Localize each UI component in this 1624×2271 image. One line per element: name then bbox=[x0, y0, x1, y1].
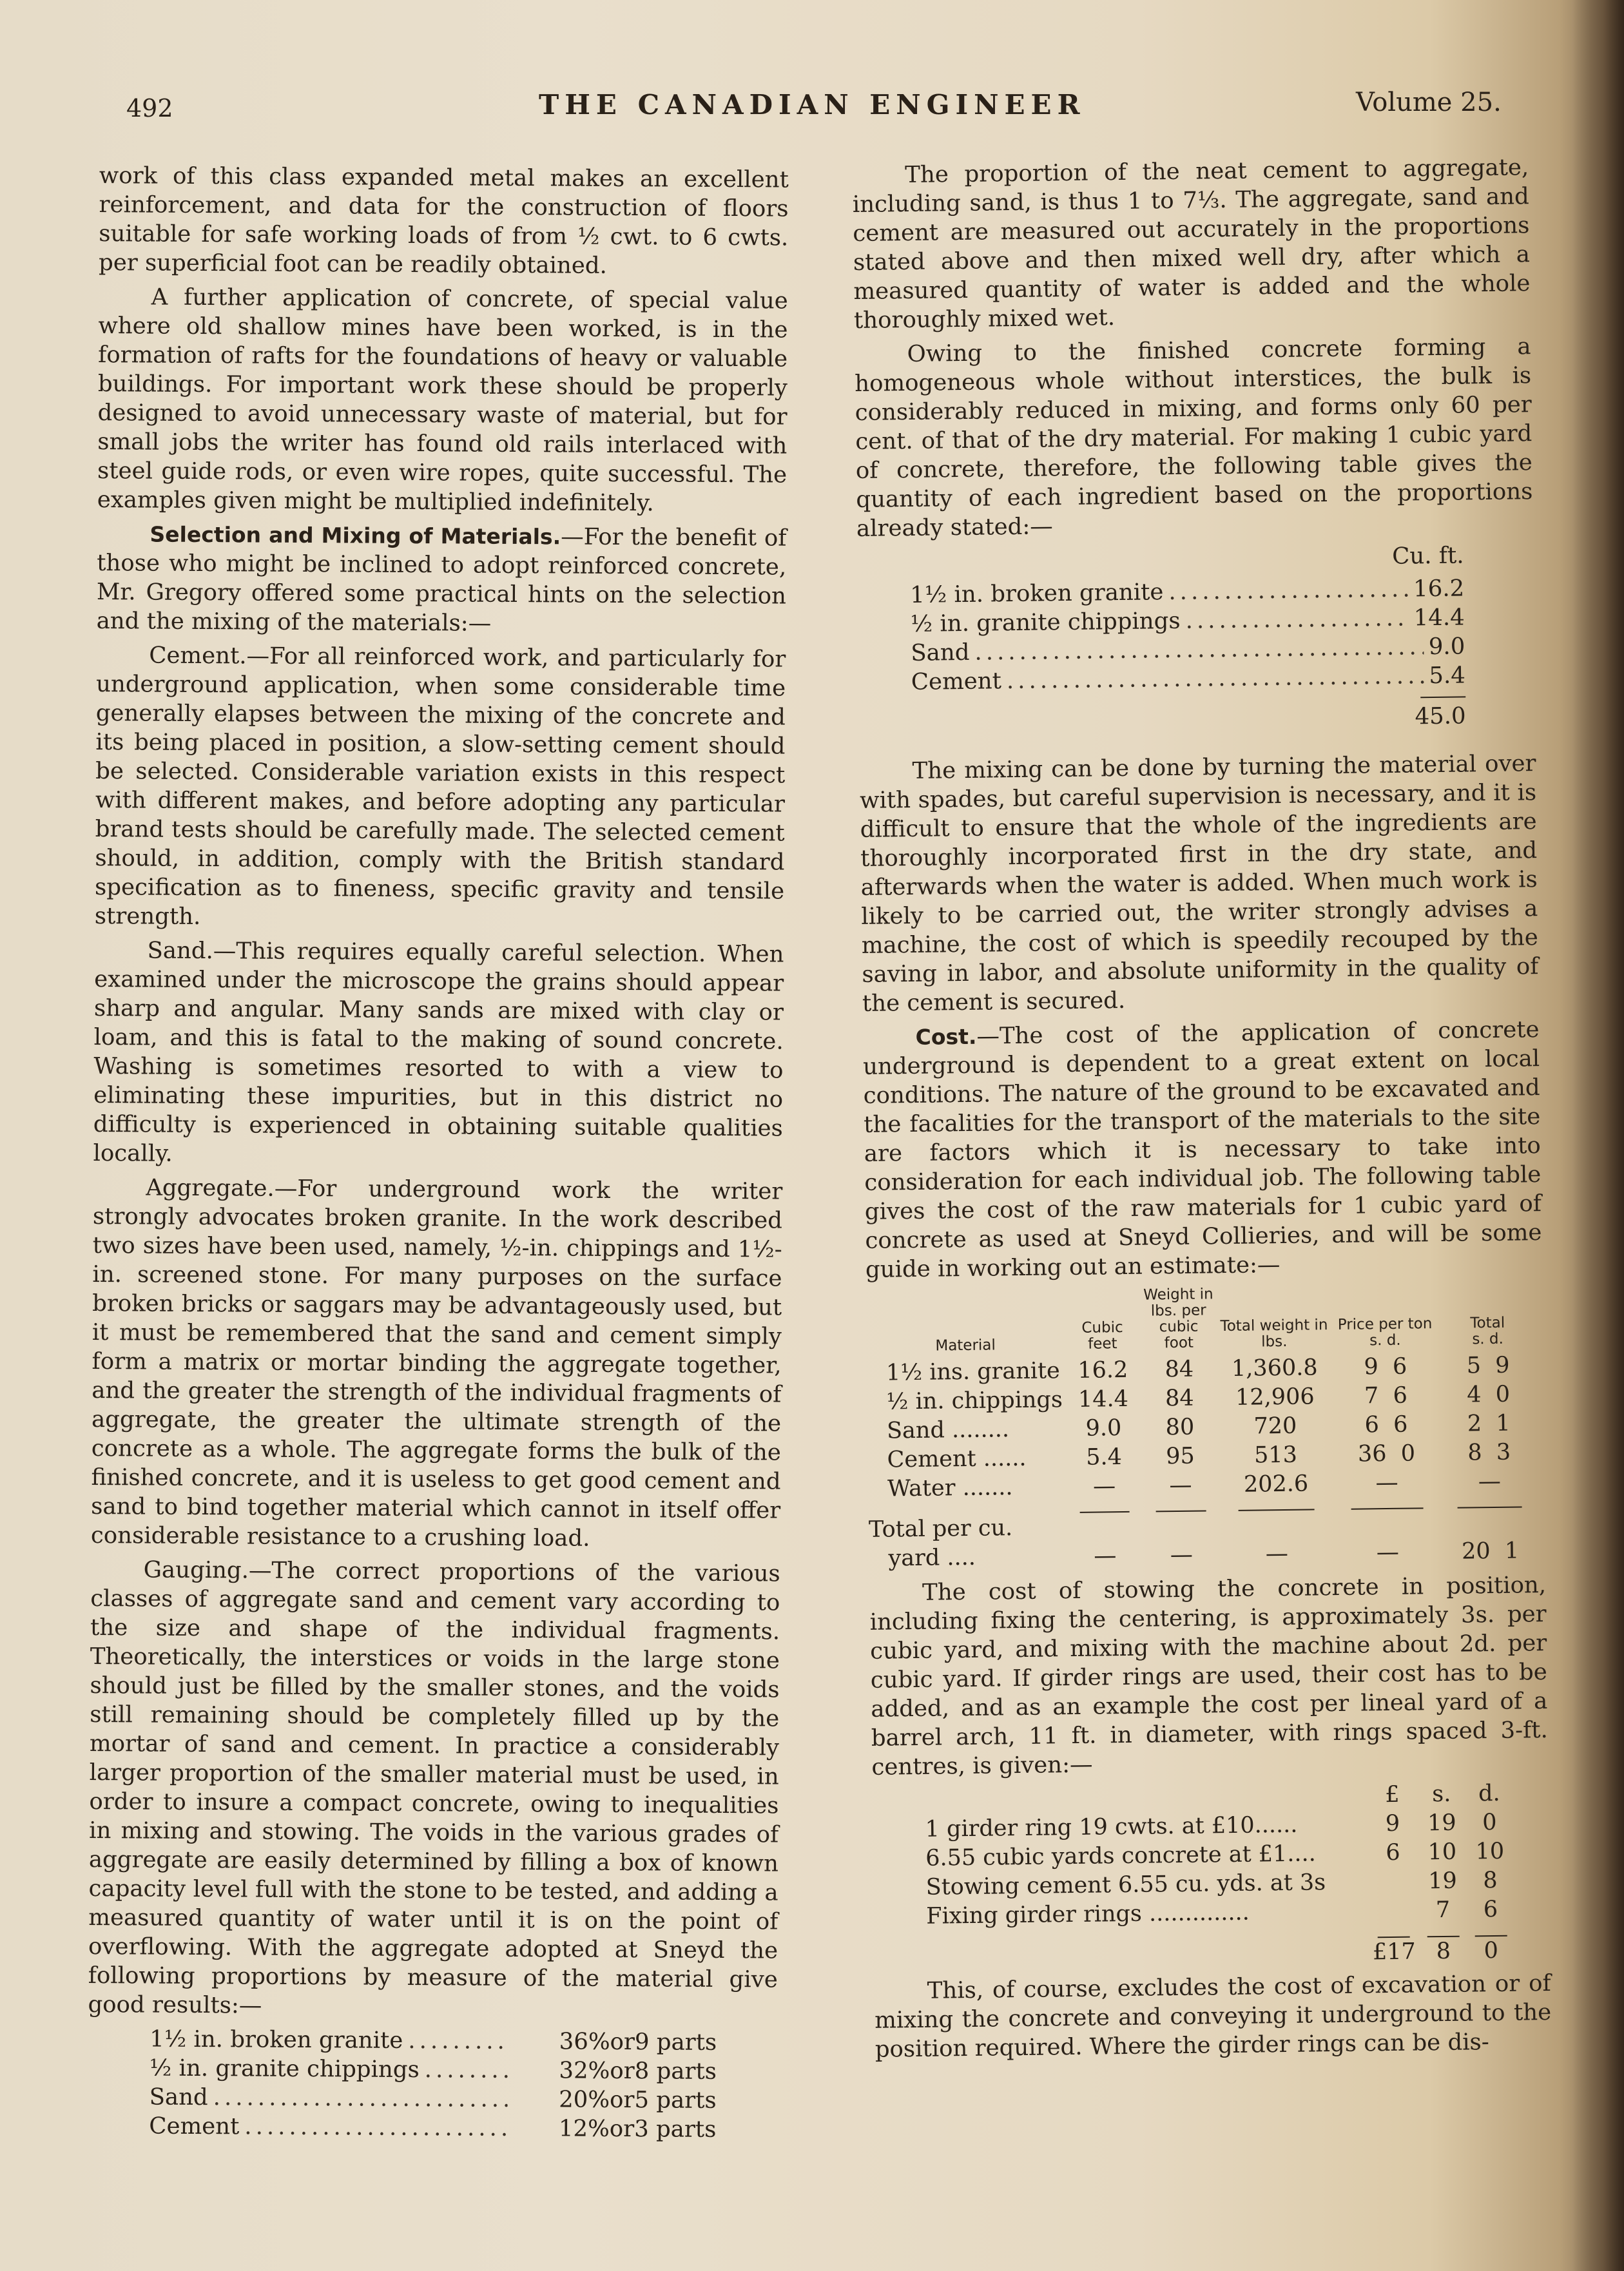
cell-cubic: 5.4 bbox=[1085, 1444, 1123, 1471]
item-label: ½ in. granite chippings bbox=[149, 2054, 420, 2083]
section-paragraph bbox=[97, 519, 787, 640]
cell-total bbox=[1440, 1380, 1538, 1410]
total-weight: — bbox=[1170, 1541, 1194, 1569]
cell-total-weight: 513 bbox=[1253, 1442, 1298, 1469]
total-shillings: 4 bbox=[1467, 1382, 1482, 1408]
price-pence: 6 bbox=[1393, 1411, 1408, 1438]
shillings-header: s. bbox=[1432, 1781, 1451, 1808]
list-item bbox=[911, 661, 1465, 697]
cell-total bbox=[1440, 1467, 1538, 1497]
header-text: Price per ton bbox=[1337, 1315, 1433, 1333]
total-cubic: — bbox=[1094, 1543, 1117, 1569]
item-value: 5.4 bbox=[1429, 662, 1466, 690]
arch-item: Fixing girder rings .............. bbox=[926, 1899, 1250, 1929]
arch-pence: 0 bbox=[1482, 1809, 1497, 1836]
cell-weight: 80 bbox=[1165, 1414, 1195, 1441]
cell-material: ½ in. chippings bbox=[886, 1387, 1063, 1415]
total-pence: 3 bbox=[1496, 1439, 1511, 1465]
item-label: Cement bbox=[911, 668, 1002, 695]
total-shillings: 5 bbox=[1466, 1353, 1482, 1379]
cell-total-weight: 720 bbox=[1253, 1413, 1297, 1440]
total-shillings: 8 bbox=[1467, 1440, 1482, 1466]
item-or: or bbox=[609, 2086, 635, 2114]
paragraph: work of this class expanded metal makes an excellent reinforcement, and data for the construction of floors suitable for safe working loads of from ½ cwt. to 6 cwts. per superficial foot can be readily obtained. bbox=[98, 162, 789, 279]
header-subunits: s. d. bbox=[1369, 1331, 1401, 1349]
section-text: —For the benefit of those who might be inclined to adopt reinforced concrete, Mr. Gregory offered some practical hints on the selection and the mixing of the materials:— bbox=[96, 523, 787, 637]
quantity-unit-label: Cu. ft. bbox=[1392, 542, 1464, 570]
cell-price bbox=[1331, 1352, 1439, 1382]
arch-shillings: 7 bbox=[1435, 1897, 1451, 1924]
mix-proportions-list bbox=[149, 2025, 717, 2144]
item-value: 16.2 bbox=[1413, 575, 1465, 603]
list-item bbox=[150, 2054, 717, 2086]
cell-price bbox=[1332, 1410, 1440, 1440]
price-pence: 0 bbox=[1400, 1440, 1416, 1467]
header-subunits: s. d. bbox=[1472, 1330, 1504, 1348]
cell-cubic: 9.0 bbox=[1085, 1415, 1122, 1442]
price-shillings: — bbox=[1375, 1469, 1398, 1496]
paragraph: The proportion of the neat cement to aggregate, including sand, is thus 1 to 7⅓. The aggregate, sand and cement are measured out accurately in the proportions stated above and then mixed well dry, after which a measured quantity of water is added and the whole thoroughly mixed wet. bbox=[852, 154, 1531, 334]
cell-total-weight: 202.6 bbox=[1243, 1471, 1309, 1498]
item-or: or bbox=[609, 2115, 635, 2143]
price-shillings: 6 bbox=[1364, 1412, 1380, 1438]
paragraph: Cement.—For all reinforced work, and particularly for underground application, when some considerable time generally elapses between the mixing of the concrete and its being placed in position, a slow-setting cement should be selected. Considerable variation exists in this respect with different makes, and before adopting any particular brand tests should be carefully made. The selected cement should, in addition, comply with the British standard specification as to fineness, specific gravity and tensile strength. bbox=[94, 642, 786, 930]
header-text: Total bbox=[1470, 1314, 1505, 1332]
cell-price bbox=[1332, 1381, 1440, 1411]
item-value: 9.0 bbox=[1428, 633, 1465, 661]
item-parts: 9 parts bbox=[634, 2029, 717, 2056]
item-or: or bbox=[610, 2057, 635, 2085]
total-shillings: 2 bbox=[1467, 1411, 1482, 1437]
section-text: —The cost of the application of concrete underground is dependent to a great extent on local conditions. The nature of the ground to be excavated and the facalities for the transport of the materials to the site are factors which it is necessary to take into consideration for each individual job. The following table gives the cost of the raw materials for 1 cubic yard of concrete as used at Sneyd Collieries, and will be some guide in working out an estimate:— bbox=[862, 1016, 1542, 1283]
list-item bbox=[149, 2112, 716, 2144]
item-parts: 8 parts bbox=[634, 2058, 717, 2085]
cell-material: Sand ........ bbox=[886, 1416, 1010, 1444]
arch-shillings: 19 bbox=[1427, 1810, 1456, 1837]
cell-total bbox=[1440, 1438, 1538, 1468]
arch-item: 1 girder ring 19 cwts. at £10...... bbox=[925, 1812, 1298, 1842]
cell-weight: — bbox=[1169, 1472, 1192, 1499]
column-header bbox=[1331, 1284, 1439, 1353]
arch-pounds: 6 bbox=[1386, 1839, 1400, 1866]
arch-total-pounds: £17 bbox=[1372, 1938, 1416, 1966]
paragraph: The mixing can be done by turning the material over with spades, but careful supervision is necessary, and it is difficult to ensure that the whole of the ingredients are thoroughly incorporated first in the dry state, and afterwards when the water is added. When much work is likely to be carried out, the writer strongly advises a machine, the cost of which is speedily recouped by the saving in labor, and absolute uniformity in the quality of the cement is secured. bbox=[859, 750, 1539, 1017]
arch-pounds: 9 bbox=[1385, 1810, 1400, 1837]
arch-pence: 8 bbox=[1483, 1867, 1498, 1894]
cell-material: Cement ...... bbox=[887, 1445, 1027, 1473]
arch-shillings: 19 bbox=[1427, 1868, 1457, 1895]
price-shillings: 36 bbox=[1357, 1441, 1387, 1467]
item-parts: 3 parts bbox=[634, 2116, 717, 2143]
section-heading: Cost. bbox=[915, 1023, 977, 1050]
paragraph: A further application of concrete, of special value where old shallow mines have been worked, is in the formation of rafts for the foundations of heavy or valuable buildings. For important work these should be properly designed to avoid unnecessary waste of material, but for small jobs the writer has found old rails interlaced with steel guide rods, or even wire ropes, quite successful. The examples given might be multiplied indefinitely. bbox=[97, 284, 788, 517]
cell-total bbox=[1440, 1409, 1538, 1439]
arch-shillings: 10 bbox=[1427, 1839, 1457, 1866]
quantity-list bbox=[910, 574, 1465, 696]
column-header: Total weight in lbs. bbox=[1220, 1317, 1328, 1351]
item-percent: 32% bbox=[559, 2057, 610, 2084]
price-shillings: 7 bbox=[1364, 1383, 1379, 1409]
paragraph: This, of course, excludes the cost of excavation or of mixing the concrete and conveying it underground to the position required. Where the girder rings can be dis- bbox=[875, 1969, 1552, 2063]
cell-price bbox=[1333, 1468, 1440, 1498]
total-label: yard .... bbox=[888, 1544, 976, 1572]
total-label: Total per cu. bbox=[868, 1515, 1013, 1543]
pounds-header: £ bbox=[1385, 1781, 1400, 1808]
total-shillings: — bbox=[1478, 1468, 1502, 1495]
cell-cubic: 16.2 bbox=[1078, 1357, 1128, 1384]
price-shillings: 9 bbox=[1364, 1354, 1378, 1380]
arch-total-pence: 0 bbox=[1484, 1937, 1499, 1964]
item-value: 14.4 bbox=[1413, 604, 1465, 632]
item-percent: 36% bbox=[559, 2028, 610, 2055]
cell-weight: 95 bbox=[1165, 1443, 1195, 1470]
cell-total-weight: 1,360.8 bbox=[1231, 1355, 1318, 1382]
cell-material: 1½ ins. granite bbox=[885, 1358, 1060, 1386]
paragraph: Aggregate.—For underground work the writer strongly advocates broken granite. In the work described two sizes have been used, namely, ½-in. chippings and 1½-in. screened stone. For many purposes on the surface broken bricks or saggars may be advantageously used, but it must be remembered that the sand and cement simply form a matrix or mortar binding the aggregate together, and the greater the strength of the individual fragments of aggregate, the greater the ultimate strength of the concrete as a whole. The aggregate forms the bulk of the finished concrete, and it is useless to get good cement and sand to bind together material which cannot in itself offer considerable resistance to a crushing load. bbox=[90, 1174, 783, 1552]
paragraph: Owing to the finished concrete forming a homogeneous whole without interstices, the bulk is considerably reduced in mixing, and forms only 60 per cent. of that of the dry material. For making 1 cubic yard of concrete, therefore, the following table gives the quantity of each ingredient based on the proportions already stated:— bbox=[854, 333, 1533, 542]
cell-cubic: 14.4 bbox=[1078, 1386, 1129, 1413]
item-label: ½ in. granite chippings bbox=[910, 607, 1181, 637]
column-header: Weight in lbs. per cubic foot bbox=[1143, 1286, 1213, 1352]
item-parts: 5 parts bbox=[634, 2087, 717, 2114]
item-or: or bbox=[610, 2028, 635, 2056]
arch-pounds bbox=[1368, 1867, 1418, 1897]
running-header bbox=[0, 85, 1572, 124]
price-pence: 6 bbox=[1393, 1382, 1408, 1409]
arch-pence: 10 bbox=[1475, 1838, 1505, 1865]
arch-pence: 6 bbox=[1483, 1896, 1498, 1923]
cell-total-weight: 12,906 bbox=[1235, 1384, 1315, 1411]
cell-material: Water ....... bbox=[887, 1474, 1013, 1502]
section-paragraph bbox=[862, 1015, 1542, 1284]
item-label: Cement bbox=[149, 2112, 240, 2140]
item-label: Sand bbox=[911, 639, 970, 666]
cell-weight: 84 bbox=[1165, 1356, 1194, 1383]
arch-total-shillings: 8 bbox=[1436, 1938, 1451, 1965]
section-heading: Selection and Mixing of Materials. bbox=[150, 521, 561, 550]
list-item bbox=[150, 2083, 717, 2115]
cell-total bbox=[1439, 1351, 1537, 1381]
paragraph: Gauging.—The correct proportions of the various classes of aggregate sand and cement vary according to the size and shape of the individual fragments. Theoretically, the interstices or voids in the large stone should just be filled by the smaller stones, and the voids still remaining should be completely filled up by the mortar of sand and cement. In practice a considerably larger proportion of the smaller material must be used, in order to insure a compact concrete, owing to inequalities in mixing and stowing. The voids in the various grades of aggregate are easily determined by filling a box of known capacity level full with the stone to be tested, and adding a measured quantity of water until it is on the point of overflowing. With the aggregate adopted at Sneyd the following proportions by measure of the material give good results:— bbox=[88, 1556, 780, 2019]
item-label: 1½ in. broken granite bbox=[150, 2025, 403, 2054]
volume-label: Volume 25. bbox=[1356, 88, 1502, 117]
journal-title: THE CANADIAN ENGINEER bbox=[539, 89, 1086, 121]
total-total-weight: — bbox=[1265, 1540, 1289, 1567]
price-pence: 6 bbox=[1392, 1353, 1407, 1380]
sum-rule bbox=[1420, 696, 1465, 698]
column-header: Cubic feet bbox=[1081, 1319, 1123, 1353]
table-header-row bbox=[865, 1282, 1536, 1359]
arch-pounds bbox=[1368, 1896, 1419, 1926]
total-pence: 9 bbox=[1495, 1352, 1510, 1378]
quantity-total: 45.0 bbox=[1415, 702, 1466, 730]
cost-table bbox=[865, 1282, 1539, 1574]
page-number: 492 bbox=[126, 94, 173, 122]
pence-header: d. bbox=[1478, 1780, 1500, 1807]
total-pence: 1 bbox=[1496, 1410, 1511, 1436]
arch-cost-table bbox=[921, 1779, 1515, 1973]
paragraph: The cost of stowing the concrete in position, including fixing the centering, is approximately 3s. per cubic yard, and mixing with the machine about 2d. per cubic yard. If girder rings are used, their cost has to be added, and as an example the cost per lineal yard of a barrel arch, 11 ft. in diameter, with rings spaced 3-ft. centres, is given:— bbox=[869, 1572, 1549, 1781]
arch-item: Stowing cement 6.55 cu. yds. at 3s bbox=[925, 1870, 1326, 1900]
list-item bbox=[150, 2025, 717, 2057]
total-pence: 0 bbox=[1495, 1381, 1511, 1407]
item-label: Sand bbox=[149, 2083, 208, 2111]
cell-cubic: — bbox=[1092, 1473, 1116, 1500]
cell-price bbox=[1333, 1439, 1440, 1469]
total-value bbox=[1442, 1536, 1540, 1567]
column-header: Material bbox=[935, 1337, 996, 1355]
binding-shadow bbox=[1572, 0, 1624, 2271]
item-percent: 12% bbox=[558, 2115, 610, 2142]
total-price: — bbox=[1376, 1539, 1400, 1566]
cell-weight: 84 bbox=[1165, 1385, 1194, 1412]
right-column bbox=[852, 153, 1552, 2069]
arch-item: 6.55 cubic yards concrete at £1.... bbox=[925, 1841, 1317, 1871]
left-column bbox=[87, 161, 789, 2150]
column-header bbox=[1438, 1282, 1537, 1352]
total-pence: 1 bbox=[1504, 1538, 1520, 1564]
item-label: 1½ in. broken granite bbox=[909, 579, 1164, 608]
total-shillings: 20 bbox=[1461, 1538, 1491, 1565]
item-percent: 20% bbox=[559, 2086, 610, 2113]
paragraph: Sand.—This requires equally careful selection. When examined under the microscope the grains should appear sharp and angular. Many sands are mixed with clay or loam, and this is fatal to the making of sound concrete. Washing is sometimes resorted to with a view to eliminating these impurities, but in this district no difficulty is experienced in obtaining suitable qualities locally. bbox=[93, 937, 784, 1167]
